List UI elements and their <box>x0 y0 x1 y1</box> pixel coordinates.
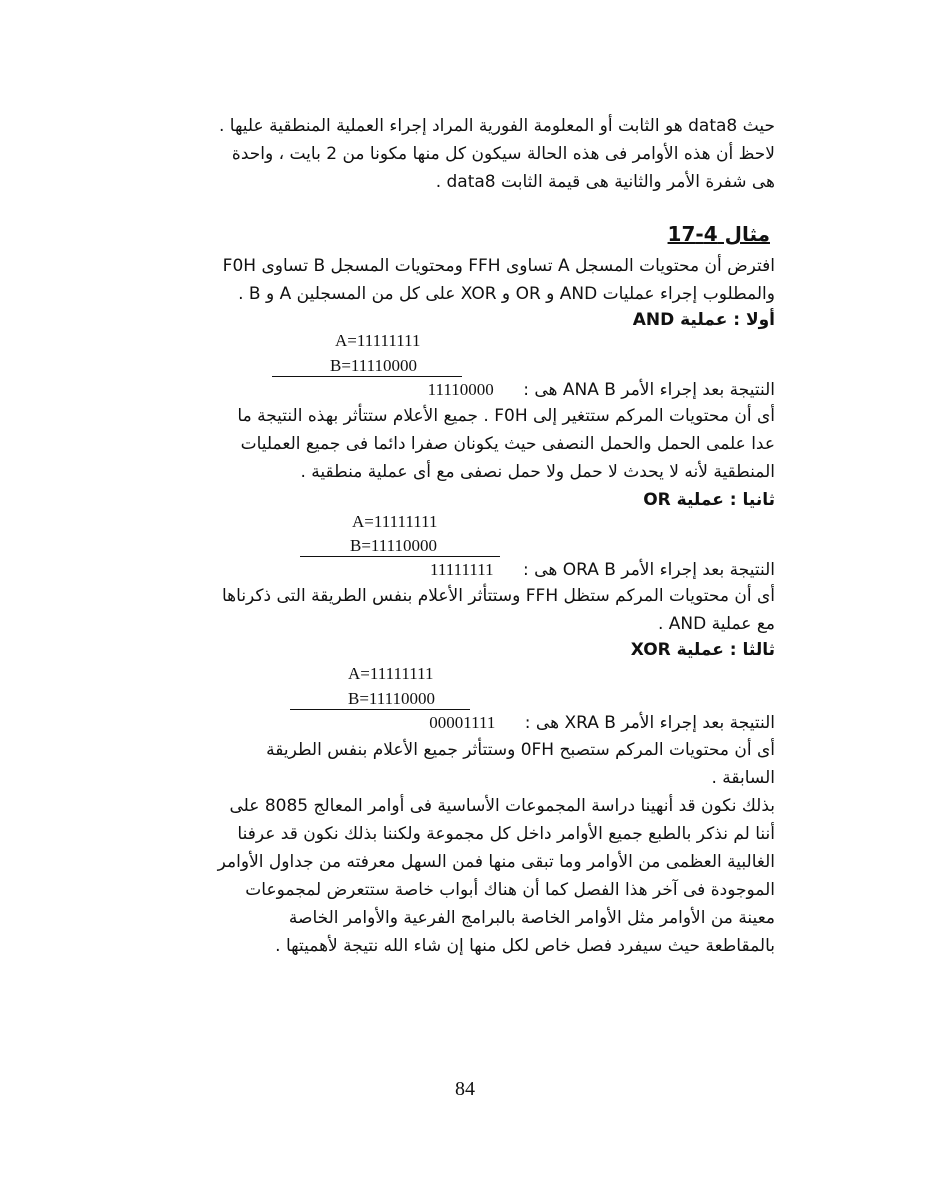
and-operand-a: A=11111111 <box>335 331 421 350</box>
or-divider-line <box>300 556 500 557</box>
conclusion-line: بالمقاطعة حيث سيفرد فصل خاص لكل منها إن شاء الله نتيجة لأهميتها . <box>275 936 775 956</box>
intro-line: هى شفرة الأمر والثانية هى قيمة الثابت data8 . <box>435 172 775 192</box>
or-result-row <box>160 558 775 582</box>
page-number: 84 <box>455 1078 475 1100</box>
intro-paragraph <box>160 112 775 196</box>
conclusion-paragraph <box>160 792 775 960</box>
explanation-line: المنطقية لأنه لا يحدث لا حمل ولا حمل نصفى مع أى عملية منطقية . <box>300 462 775 482</box>
result-value: 11111111 <box>430 560 494 579</box>
section-and-title-wrap <box>160 306 775 334</box>
result-label: النتيجة بعد إجراء الأمر ORA B هى : <box>523 560 775 580</box>
or-explanation <box>160 582 775 638</box>
explanation-line: أى أن محتويات المركم ستتغير إلى F0H . جميع الأعلام ستتأثر بهذه النتيجة ما <box>237 406 775 426</box>
section-title: ثالثا : عملية XOR <box>630 640 775 660</box>
result-value: 00001111 <box>429 713 496 732</box>
and-result-row <box>160 378 775 402</box>
xor-operand-a: A=11111111 <box>348 664 434 683</box>
result-label: النتيجة بعد إجراء الأمر ANA B هى : <box>523 380 775 400</box>
or-operand-a: A=11111111 <box>352 512 438 531</box>
explanation-line: عدا علمى الحمل والحمل النصفى حيث يكونان صفرا دائما فى جميع العمليات <box>240 434 775 454</box>
result-label: النتيجة بعد إجراء الأمر XRA B هى : <box>524 713 775 733</box>
and-explanation <box>160 402 775 486</box>
conclusion-line: الغالبية العظمى من الأوامر وما تبقى منها فمن السهل معرفته من جداول الأوامر <box>217 852 775 872</box>
conclusion-line: الموجودة فى آخر هذا الفصل كما أن هناك أبواب خاصة ستتعرض لمجموعات <box>245 880 775 900</box>
section-title: ثانيا : عملية OR <box>643 490 775 510</box>
intro-line: لاحظ أن هذه الأوامر فى هذه الحالة سيكون كل منها مكونا من 2 بايت ، واحدة <box>231 144 775 164</box>
xor-operand-b: B=11110000 <box>348 689 436 708</box>
and-operand-b: B=11110000 <box>330 356 418 375</box>
conclusion-line: أننا لم نذكر بالطبع جميع الأوامر داخل كل مجموعة ولكننا بذلك نكون قد عرفنا <box>237 824 775 844</box>
example-statement <box>160 252 775 308</box>
section-or-title-wrap <box>160 486 775 514</box>
explanation-line: أى أن محتويات المركم ستصبح 0FH وستتأثر جميع الأعلام بنفس الطريقة <box>266 740 775 760</box>
or-operand-b: B=11110000 <box>350 536 438 555</box>
explanation-line: أى أن محتويات المركم ستظل FFH وستتأثر الأعلام بنفس الطريقة التى ذكرناها <box>222 586 775 606</box>
result-value: 11110000 <box>427 380 494 399</box>
explanation-line: السابقة . <box>711 768 775 788</box>
xor-result-row <box>160 711 775 735</box>
example-heading: مثال 4-17 <box>667 222 770 246</box>
conclusion-line: معينة من الأوامر مثل الأوامر الخاصة بالبرامج الفرعية والأوامر الخاصة <box>288 908 775 928</box>
statement-line: والمطلوب إجراء عمليات AND و OR و XOR على كل من المسجلين A و B . <box>238 284 775 304</box>
statement-line: افترض أن محتويات المسجل A تساوى FFH ومحتويات المسجل B تساوى F0H <box>222 256 775 276</box>
explanation-line: مع عملية AND . <box>657 614 775 634</box>
section-title: أولا : عملية AND <box>632 310 775 330</box>
xor-explanation <box>160 736 775 792</box>
and-divider-line <box>272 376 462 377</box>
conclusion-line: بذلك نكون قد أنهينا دراسة المجموعات الأساسية فى أوامر المعالج 8085 على <box>229 796 775 816</box>
xor-divider-line <box>290 709 470 710</box>
section-xor-title-wrap <box>160 636 775 664</box>
intro-line: حيث data8 هو الثابت أو المعلومة الفورية المراد إجراء العملية المنطقية عليها . <box>218 116 775 136</box>
